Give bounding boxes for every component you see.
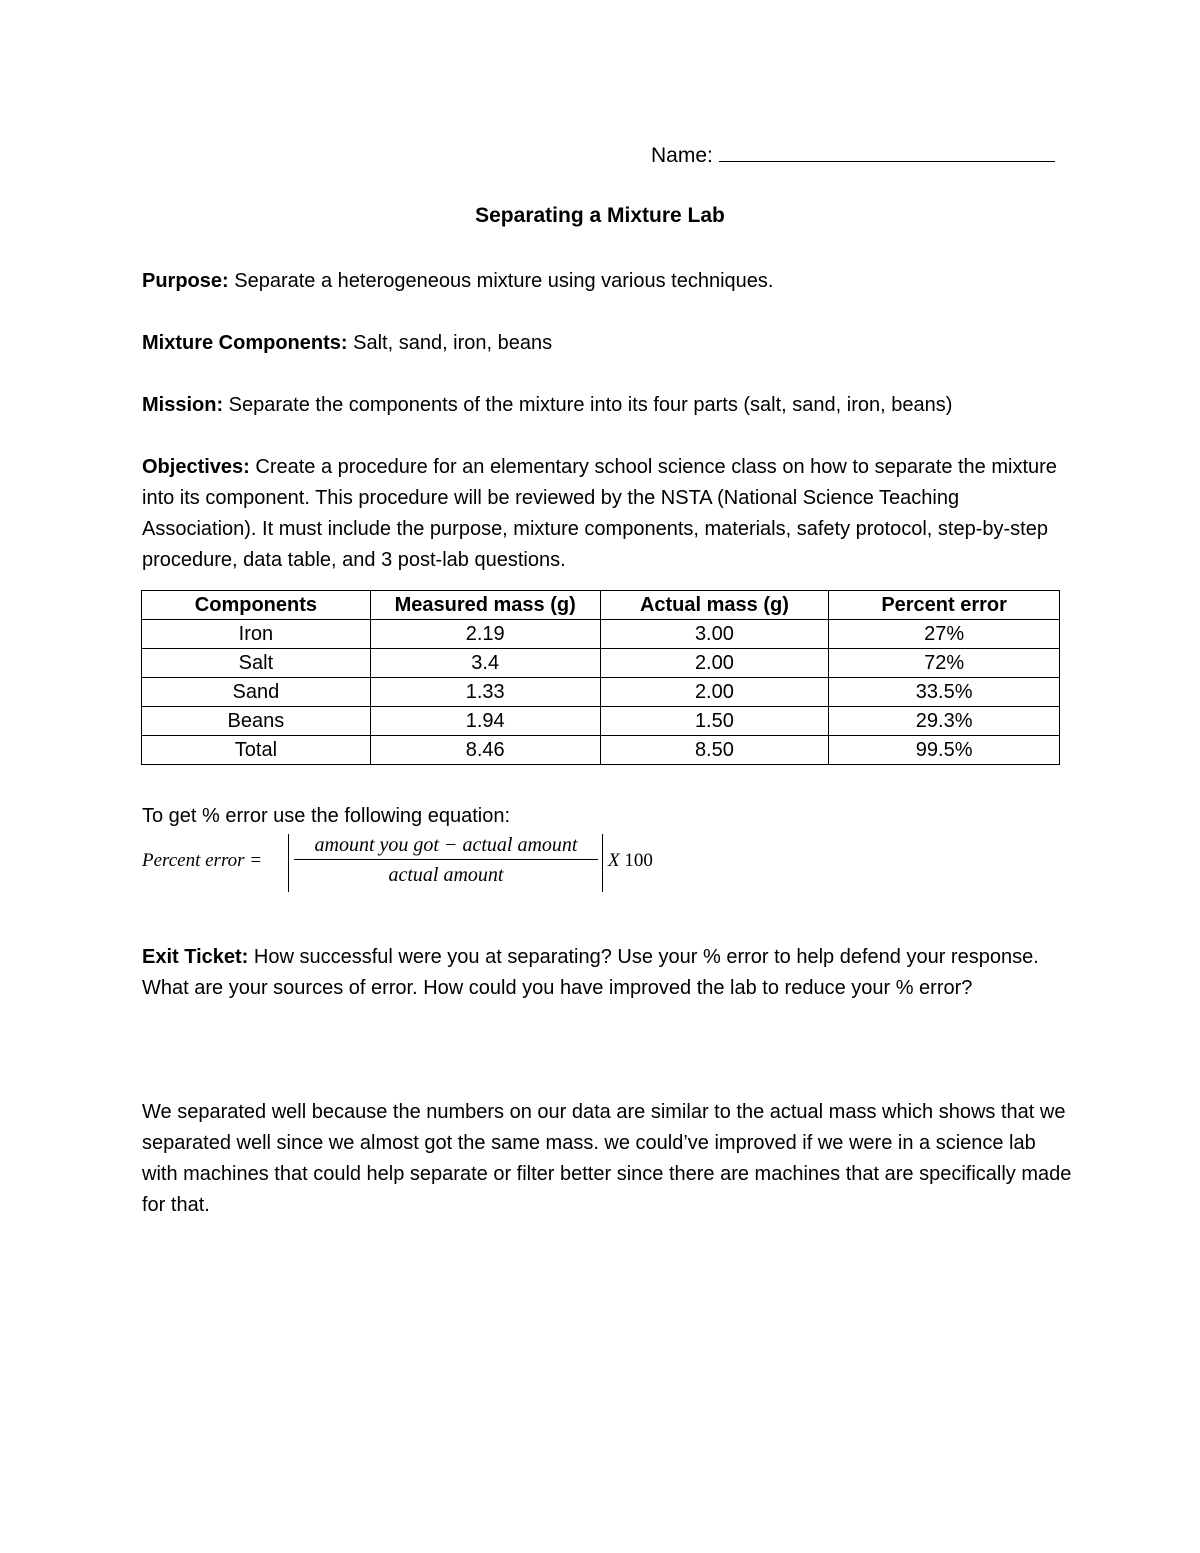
- mixture-components-section: [142, 328, 1072, 359]
- equation-multiplier: [608, 850, 653, 872]
- table-cell: 72%: [829, 649, 1060, 678]
- purpose-label: Purpose:: [142, 270, 229, 292]
- table-cell: Total: [142, 736, 371, 765]
- mixture-components-text: Salt, sand, iron, beans: [347, 332, 553, 354]
- student-answer: We separated well because the numbers on our data are similar to the actual mass which shows that we separated well since we almost got the same mass. we could’ve improved if we were in a science lab with machines that could help separate or filter better since there are machines that are specifically made for that.: [142, 1101, 1072, 1216]
- name-field: [651, 143, 1055, 168]
- table-cell: Salt: [142, 649, 371, 678]
- table-cell: 33.5%: [829, 678, 1060, 707]
- table-cell: 1.33: [370, 678, 600, 707]
- table-cell: 1.94: [370, 707, 600, 736]
- table-cell: 29.3%: [829, 707, 1060, 736]
- table-cell: Iron: [142, 620, 371, 649]
- equation-numerator: amount you got − actual amount: [294, 834, 598, 860]
- absolute-value-bar-left: [288, 834, 289, 892]
- table-cell: 27%: [829, 620, 1060, 649]
- purpose-section: [142, 266, 1072, 297]
- mission-section: [142, 390, 1072, 421]
- purpose-text: Separate a heterogeneous mixture using various techniques.: [228, 270, 774, 292]
- table-cell: Beans: [142, 707, 371, 736]
- mixture-components-label: Mixture Components:: [142, 332, 348, 354]
- table-cell: 3.4: [370, 649, 600, 678]
- name-label: Name:: [651, 144, 713, 167]
- equation-lhs: Percent error =: [142, 850, 263, 871]
- table-cell: 3.00: [600, 620, 829, 649]
- page-title: Separating a Mixture Lab: [475, 204, 725, 227]
- header-percent-error: Percent error: [829, 591, 1060, 620]
- absolute-value-bar-right: [602, 834, 603, 892]
- mass-data-table: [141, 590, 1060, 765]
- header-actual-mass: Actual mass (g): [600, 591, 829, 620]
- table-row-total: [142, 736, 1060, 765]
- table-cell: 2.00: [600, 678, 829, 707]
- table-cell: 2.19: [370, 620, 600, 649]
- exit-ticket-section: [142, 942, 1072, 1004]
- table-cell: 2.00: [600, 649, 829, 678]
- table-row: [142, 649, 1060, 678]
- equation-intro: To get % error use the following equation:: [142, 805, 510, 827]
- table-cell: 8.46: [370, 736, 600, 765]
- name-blank-line[interactable]: [719, 143, 1055, 162]
- objectives-text: Create a procedure for an elementary school science class on how to separate the mixture into its component. This procedure will be reviewed by the NSTA (National Science Teaching Association). It must include the purpose, mixture components, materials, safety protocol, step-by-step procedure, data table, and 3 post-lab questions.: [142, 456, 1057, 571]
- table-cell: Sand: [142, 678, 371, 707]
- equation-fraction: [294, 834, 598, 887]
- table-cell: 99.5%: [829, 736, 1060, 765]
- exit-ticket-text: How successful were you at separating? Use your % error to help defend your response. What are your sources of error. How could you have improved the lab to reduce your % error?: [142, 946, 1039, 999]
- multiplier-value: 100: [624, 850, 653, 871]
- multiply-symbol: X: [608, 850, 620, 871]
- mission-text: Separate the components of the mixture into its four parts (salt, sand, iron, beans): [223, 394, 953, 416]
- objectives-section: [142, 452, 1072, 576]
- table-header-row: [142, 591, 1060, 620]
- table-row: [142, 707, 1060, 736]
- header-measured-mass: Measured mass (g): [370, 591, 600, 620]
- table-cell: 1.50: [600, 707, 829, 736]
- table-row: [142, 620, 1060, 649]
- exit-ticket-label: Exit Ticket:: [142, 946, 249, 968]
- equation-denominator: actual amount: [388, 864, 504, 886]
- table-row: [142, 678, 1060, 707]
- header-components: Components: [142, 591, 371, 620]
- mission-label: Mission:: [142, 394, 224, 416]
- objectives-label: Objectives:: [142, 456, 250, 478]
- table-cell: 8.50: [600, 736, 829, 765]
